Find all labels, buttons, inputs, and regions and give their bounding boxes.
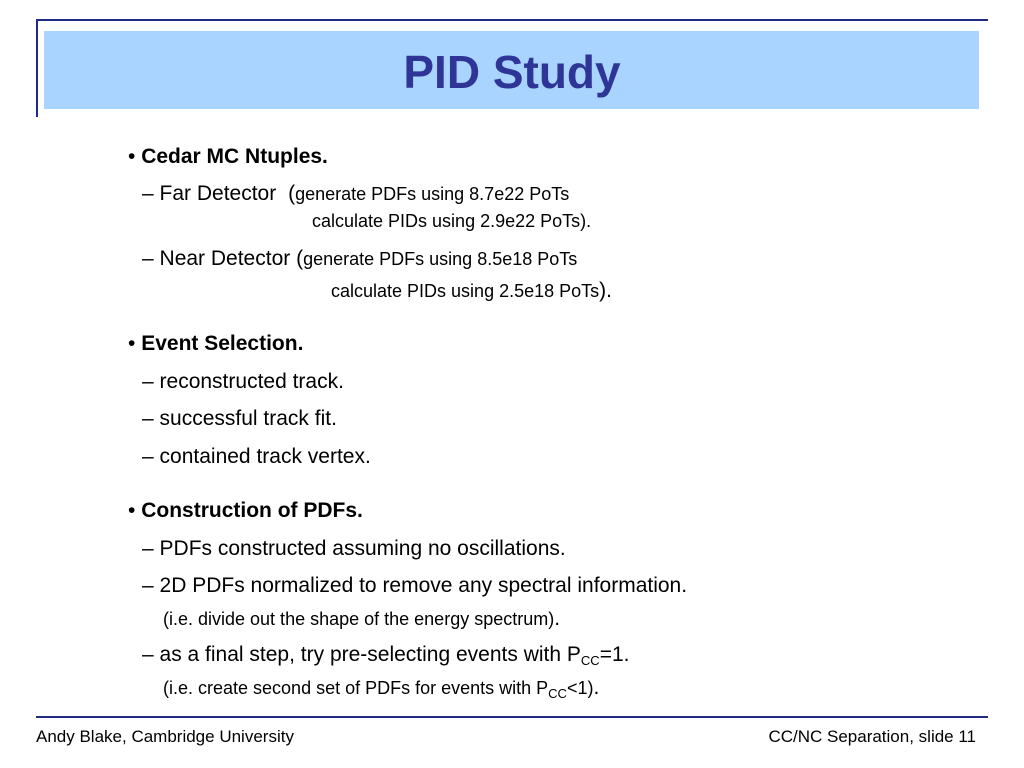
list-item-text: contained track vertex. — [159, 445, 371, 468]
subscript: CC — [548, 686, 567, 701]
far-detector-label: Far Detector — [159, 182, 277, 205]
footer-rule — [36, 716, 988, 718]
near-calculate-line — [331, 278, 612, 304]
dash: – — [142, 407, 154, 430]
slide-title: PID Study — [403, 46, 621, 98]
section-heading: Cedar MC Ntuples. — [141, 145, 328, 168]
paren-open: ( — [288, 182, 296, 205]
list-item — [142, 369, 344, 395]
near-detector-line — [142, 246, 577, 272]
note-end: . — [593, 676, 600, 699]
note-text: (i.e. divide out the shape of the energy spectrum) — [163, 609, 555, 629]
far-generate-text: generate PDFs using 8.7e22 PoTs — [295, 184, 570, 204]
list-item — [142, 406, 337, 432]
list-item — [142, 444, 371, 470]
far-calculate-text: calculate PIDs using 2.9e22 PoTs — [312, 211, 581, 231]
near-detector-label: Near Detector — [159, 247, 291, 270]
subscript: CC — [580, 653, 600, 668]
section-heading: Construction of PDFs. — [141, 499, 363, 522]
bullet-mark: • — [128, 145, 136, 168]
top-rule — [36, 19, 988, 21]
list-item-text-end: =1. — [599, 643, 630, 666]
list-item-text: successful track fit. — [159, 407, 337, 430]
list-item-text: PDFs constructed assuming no oscillations. — [159, 537, 566, 560]
paren-open: ( — [296, 247, 304, 270]
paren-close: ). — [599, 279, 612, 302]
list-item-text: 2D PDFs normalized to remove any spectral information. — [159, 574, 688, 597]
section-heading: Event Selection. — [141, 332, 304, 355]
note-end: . — [554, 607, 561, 630]
dash: – — [142, 247, 154, 270]
note-line — [163, 675, 599, 705]
near-calculate-text: calculate PIDs using 2.5e18 PoTs — [331, 281, 600, 301]
footer-author: Andy Blake, Cambridge University — [36, 727, 294, 746]
dash: – — [142, 643, 154, 666]
list-item-text: reconstructed track. — [159, 370, 344, 393]
footer-slide-number: CC/NC Separation, slide 11 — [768, 727, 976, 746]
dash: – — [142, 182, 154, 205]
dash: – — [142, 445, 154, 468]
bullet-cedar — [128, 144, 328, 170]
dash: – — [142, 537, 154, 560]
dash: – — [142, 370, 154, 393]
bullet-event-selection — [128, 331, 303, 357]
note-text-end: <1) — [566, 678, 594, 698]
bullet-construction — [128, 498, 363, 524]
list-item — [142, 573, 687, 599]
list-item — [142, 642, 629, 674]
bullet-mark: • — [128, 332, 136, 355]
list-item-text: as a final step, try pre-selecting events with P — [159, 643, 581, 666]
dash: – — [142, 574, 154, 597]
list-item — [142, 536, 566, 562]
bullet-mark: • — [128, 499, 136, 522]
near-generate-text: generate PDFs using 8.5e18 PoTs — [303, 249, 578, 269]
far-detector-line — [142, 181, 569, 207]
paren-close: ). — [580, 211, 592, 231]
note-line — [163, 606, 560, 632]
note-text: (i.e. create second set of PDFs for events with P — [163, 678, 549, 698]
far-calculate-line — [312, 210, 591, 232]
